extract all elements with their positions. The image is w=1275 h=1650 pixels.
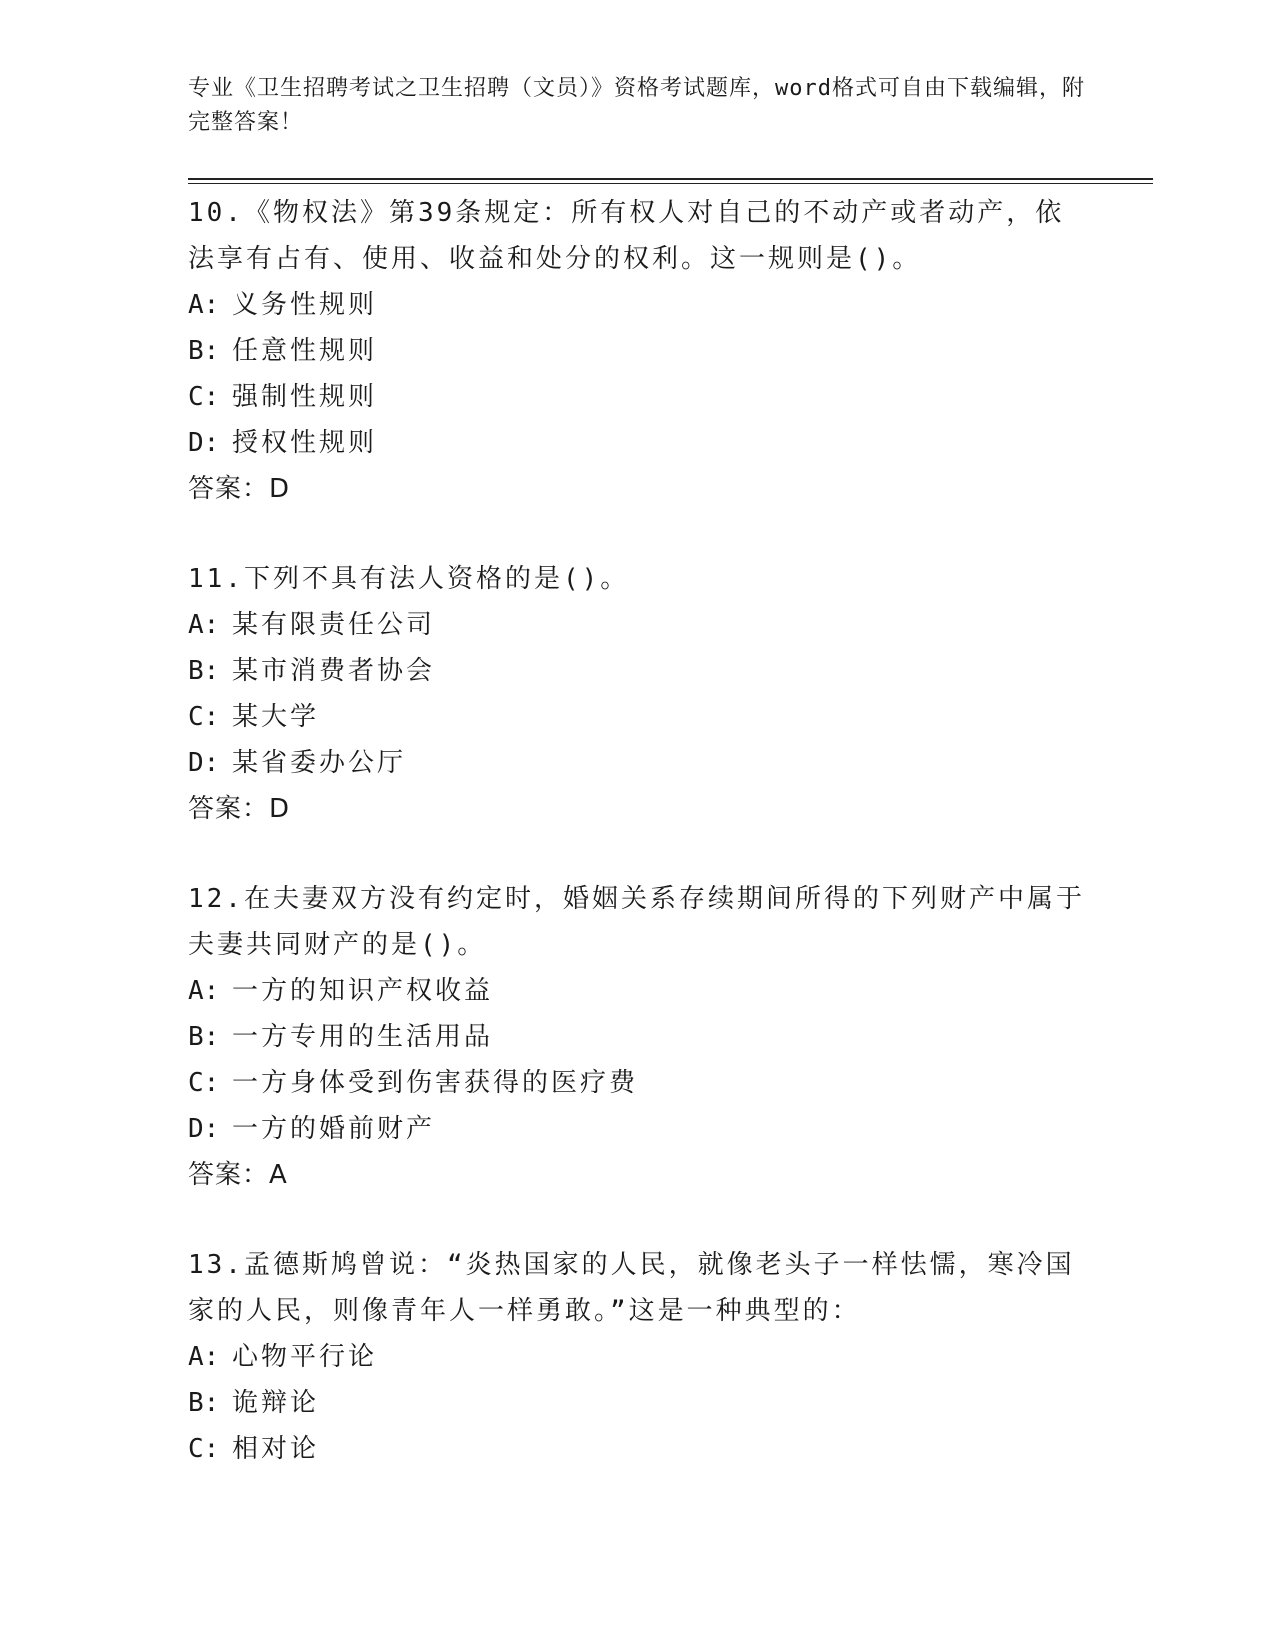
option-key: C:: [188, 1068, 220, 1098]
option-text: 任意性规则: [232, 336, 378, 366]
option-c: [188, 1426, 1088, 1472]
option-text: 一方的知识产权收益: [232, 976, 494, 1006]
option-b: [188, 1014, 1088, 1060]
option-d: [188, 740, 1088, 786]
option-key: A:: [188, 976, 220, 1006]
option-c: [188, 1060, 1088, 1106]
question-12: [188, 876, 1088, 1198]
option-d: [188, 1106, 1088, 1152]
header-divider-thick: [188, 178, 1153, 180]
option-key: A:: [188, 610, 220, 640]
question-list: [188, 190, 1088, 1516]
header-divider-thin: [188, 183, 1153, 184]
question-11: [188, 556, 1088, 832]
option-c: [188, 694, 1088, 740]
option-text: 某市消费者协会: [232, 656, 436, 686]
option-b: [188, 1380, 1088, 1426]
option-d: [188, 420, 1088, 466]
option-a: [188, 1334, 1088, 1380]
option-text: 相对论: [232, 1434, 320, 1464]
option-key: C:: [188, 702, 220, 732]
option-a: [188, 602, 1088, 648]
question-13: [188, 1242, 1088, 1472]
question-stem: 10.《物权法》第39条规定：所有权人对自己的不动产或者动产，依法享有占有、使用、收益和处分的权利。这一规则是()。: [188, 198, 1065, 274]
question-10: [188, 190, 1088, 512]
option-key: D:: [188, 1114, 220, 1144]
option-key: C:: [188, 1434, 220, 1464]
option-text: 一方的婚前财产: [232, 1114, 436, 1144]
option-text: 授权性规则: [232, 428, 378, 458]
option-text: 一方身体受到伤害获得的医疗费: [232, 1068, 639, 1098]
answer: 答案：D: [188, 794, 291, 824]
option-key: C:: [188, 382, 220, 412]
option-a: [188, 968, 1088, 1014]
answer: 答案：A: [188, 1160, 288, 1190]
option-c: [188, 374, 1088, 420]
option-key: A:: [188, 290, 220, 320]
option-b: [188, 328, 1088, 374]
option-key: D:: [188, 428, 220, 458]
question-stem: 13.孟德斯鸠曾说：“炎热国家的人民，就像老头子一样怯懦，寒冷国家的人民，则像青年人一样勇敢。”这是一种典型的：: [188, 1250, 1075, 1326]
option-text: 某省委办公厅: [232, 748, 407, 778]
header-text: 专业《卫生招聘考试之卫生招聘（文员）》资格考试题库，word格式可自由下载编辑，附完整答案！: [188, 76, 1085, 135]
option-text: 某有限责任公司: [232, 610, 436, 640]
option-key: D:: [188, 748, 220, 778]
option-key: B:: [188, 1388, 220, 1418]
option-text: 一方专用的生活用品: [232, 1022, 494, 1052]
question-stem: 12.在夫妻双方没有约定时，婚姻关系存续期间所得的下列财产中属于夫妻共同财产的是()。: [188, 884, 1085, 960]
option-key: A:: [188, 1342, 220, 1372]
option-a: [188, 282, 1088, 328]
answer: 答案：D: [188, 474, 291, 504]
option-key: B:: [188, 336, 220, 366]
option-text: 心物平行论: [232, 1342, 378, 1372]
document-header: [188, 72, 1088, 140]
option-text: 某大学: [232, 702, 320, 732]
option-text: 强制性规则: [232, 382, 378, 412]
option-text: 诡辩论: [232, 1388, 320, 1418]
question-stem: 11.下列不具有法人资格的是()。: [188, 564, 630, 594]
option-text: 义务性规则: [232, 290, 378, 320]
option-key: B:: [188, 1022, 220, 1052]
option-b: [188, 648, 1088, 694]
option-key: B:: [188, 656, 220, 686]
